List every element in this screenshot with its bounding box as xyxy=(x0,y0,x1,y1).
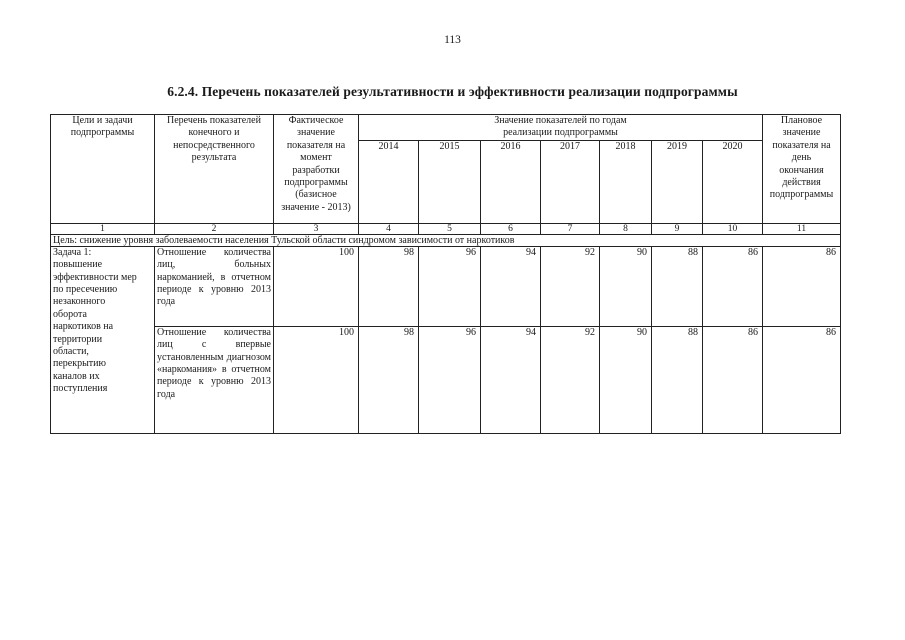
section-title: 6.2.4. Перечень показателей результативности и эффективности реализации подпрограммы xyxy=(167,84,738,99)
header-actual-value: Фактическое значение показателя на момент разработки подпрограммы (базисное значение - 2013) xyxy=(274,115,359,224)
table-row xyxy=(51,246,841,326)
year-value: 96 xyxy=(419,326,481,433)
year-value: 92 xyxy=(541,246,600,326)
header-year-2018: 2018 xyxy=(600,140,652,223)
goal-text: Цель: снижение уровня заболеваемости населения Тульской области синдромом зависимости от наркотиков xyxy=(51,234,841,246)
year-value: 90 xyxy=(600,326,652,433)
year-value: 86 xyxy=(703,326,763,433)
year-value: 88 xyxy=(652,246,703,326)
column-numbers-row xyxy=(51,223,841,234)
indicators-table xyxy=(50,114,841,434)
year-value: 98 xyxy=(359,326,419,433)
column-number: 3 xyxy=(274,223,359,234)
year-value: 90 xyxy=(600,246,652,326)
page-number: 113 xyxy=(444,34,461,46)
column-number: 7 xyxy=(541,223,600,234)
header-planned-value: Плановое значение показателя на день окончания действия подпрограммы xyxy=(763,115,841,224)
planned-value: 86 xyxy=(763,246,841,326)
column-number: 5 xyxy=(419,223,481,234)
column-number: 4 xyxy=(359,223,419,234)
column-number: 2 xyxy=(155,223,274,234)
goal-row xyxy=(51,234,841,246)
base-value: 100 xyxy=(274,326,359,433)
table-row xyxy=(51,326,841,433)
planned-value: 86 xyxy=(763,326,841,433)
year-value: 96 xyxy=(419,246,481,326)
column-number: 6 xyxy=(481,223,541,234)
header-years-group: Значение показателей по годам реализации подпрограммы xyxy=(359,115,763,141)
header-indicator-list: Перечень показателей конечного и непосредственного результата xyxy=(155,115,274,224)
header-year-2019: 2019 xyxy=(652,140,703,223)
year-value: 92 xyxy=(541,326,600,433)
header-year-2016: 2016 xyxy=(481,140,541,223)
year-value: 88 xyxy=(652,326,703,433)
column-number: 11 xyxy=(763,223,841,234)
header-year-2017: 2017 xyxy=(541,140,600,223)
task-cell: Задача 1: повышение эффективности мер по пресечению незаконного оборота наркотиков на территории области, перекрытию каналов их поступления xyxy=(51,246,155,433)
indicator-text: Отношение количества лиц, больных наркоманией, в отчетном периоде к уровню 2013 года xyxy=(155,246,274,326)
header-goals-tasks: Цели и задачи подпрограммы xyxy=(51,115,155,224)
base-value: 100 xyxy=(274,246,359,326)
header-year-2020: 2020 xyxy=(703,140,763,223)
year-value: 86 xyxy=(703,246,763,326)
year-value: 94 xyxy=(481,246,541,326)
header-year-2014: 2014 xyxy=(359,140,419,223)
column-number: 8 xyxy=(600,223,652,234)
year-value: 98 xyxy=(359,246,419,326)
column-number: 10 xyxy=(703,223,763,234)
column-number: 9 xyxy=(652,223,703,234)
column-number: 1 xyxy=(51,223,155,234)
header-row xyxy=(51,115,841,141)
year-value: 94 xyxy=(481,326,541,433)
indicator-text: Отношение количества лиц с впервые установленным диагнозом «наркомания» в отчетном периоде к уровню 2013 года xyxy=(155,326,274,433)
header-year-2015: 2015 xyxy=(419,140,481,223)
